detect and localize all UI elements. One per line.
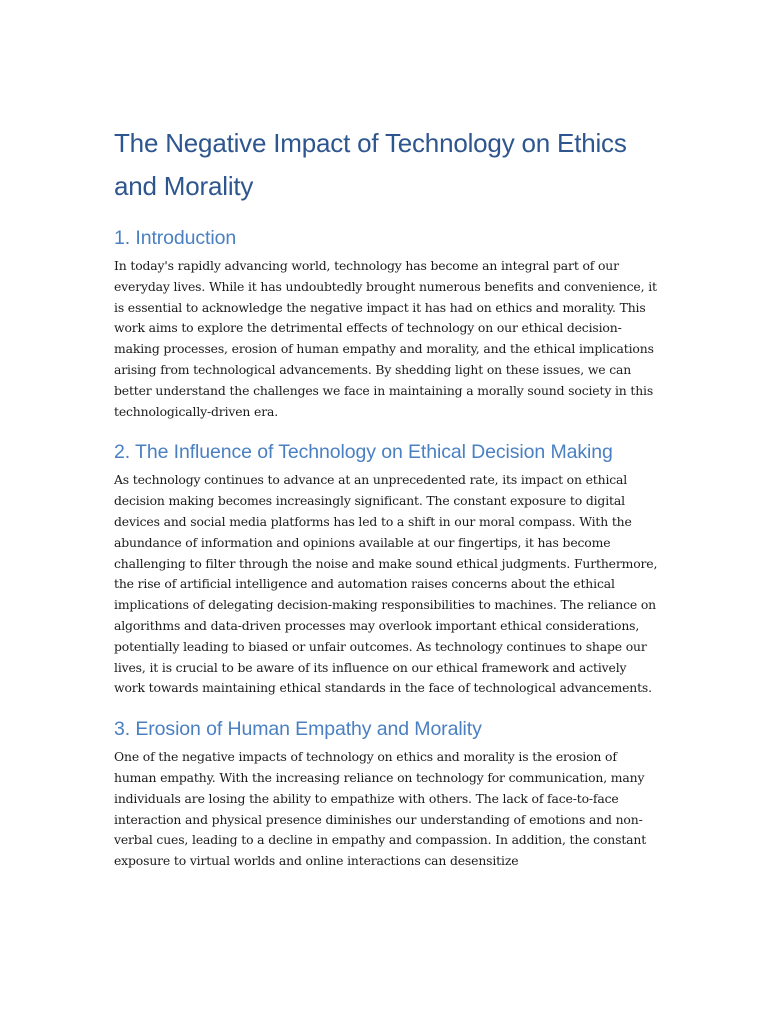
section-introduction bbox=[114, 222, 659, 422]
section-ethical-decision-making bbox=[114, 436, 659, 699]
section-paragraph: One of the negative impacts of technology on ethics and morality is the erosion of human empathy. With the increasing reliance on technology for communication, many individuals are losing the ability to empathize with others. The lack of face-to-face interaction and physical presence diminishes our understanding of emotions and non-verbal cues, leading to a decline in empathy and compassion. In addition, the constant exposure to virtual worlds and online interactions can desensitize bbox=[114, 749, 647, 869]
document-content bbox=[114, 122, 659, 886]
section-heading: 1. Introduction bbox=[114, 227, 237, 249]
section-heading: 3. Erosion of Human Empathy and Morality bbox=[114, 718, 482, 741]
section-paragraph: As technology continues to advance at an unprecedented rate, its impact on ethical decision making becomes increasingly significant. The constant exposure to digital devices and social media platforms has led to a shift in our moral compass. With the abundance of information and opinions available at our fingertips, it has become challenging to filter through the noise and make sound ethical judgments. Furthermore, the rise of artificial intelligence and automation raises concerns about the ethical implications of delegating decision-making responsibilities to machines. The reliance on algorithms and data-driven processes may overlook important ethical considerations, potentially leading to biased or unfair outcomes. As technology continues to shape our lives, it is crucial to be aware of its influence on our ethical framework and actively work towards maintaining ethical standards in the face of technological advancements. bbox=[114, 472, 658, 696]
section-erosion-of-empathy bbox=[114, 713, 659, 872]
document-title: The Negative Impact of Technology on Ethics and Morality bbox=[114, 128, 627, 201]
section-paragraph: In today's rapidly advancing world, technology has become an integral part of our everyday lives. While it has undoubtedly brought numerous benefits and convenience, it is essential to acknowledge the negative impact it has had on ethics and morality. This work aims to explore the detrimental effects of technology on our ethical decision-making processes, erosion of human empathy and morality, and the ethical implications arising from technological advancements. By shedding light on these issues, we can better understand the challenges we face in maintaining a morally sound society in this technologically-driven era. bbox=[114, 258, 657, 419]
section-heading: 2. The Influence of Technology on Ethical Decision Making bbox=[114, 441, 613, 464]
